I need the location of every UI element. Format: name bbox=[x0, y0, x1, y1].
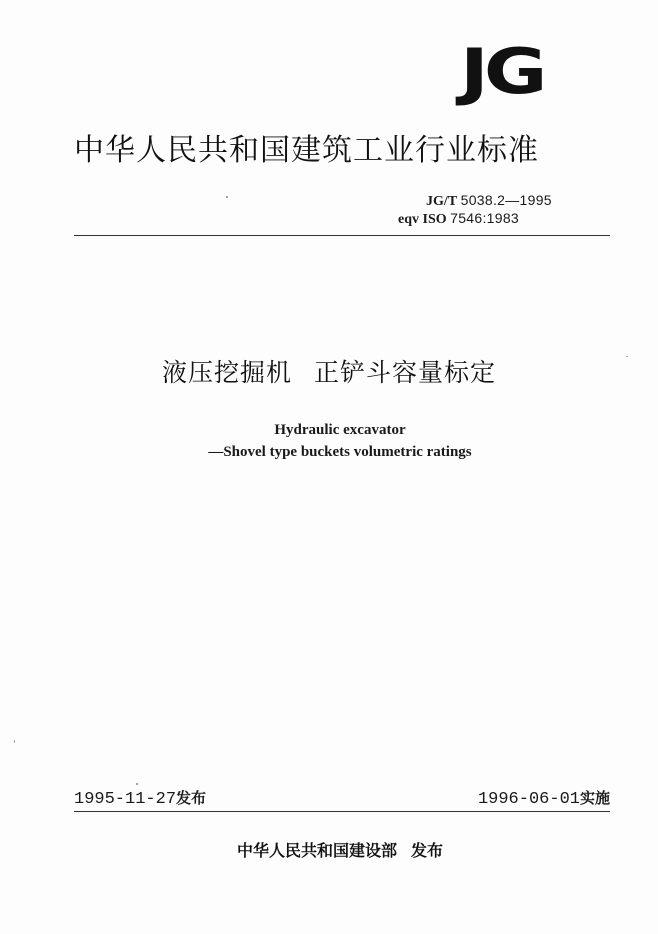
scan-speck bbox=[136, 783, 138, 785]
standard-number-prefix: JG/T bbox=[426, 194, 458, 209]
english-title bbox=[0, 419, 658, 463]
scan-speck bbox=[14, 740, 15, 743]
equivalent-standard-value: 7546:1983 bbox=[450, 210, 520, 226]
date-row bbox=[74, 786, 610, 810]
standard-number bbox=[398, 192, 552, 210]
scan-speck bbox=[626, 356, 628, 357]
effective-date bbox=[478, 786, 610, 812]
chinese-title bbox=[0, 357, 658, 389]
effective-date-label: 实施 bbox=[579, 789, 610, 807]
equivalent-standard bbox=[398, 210, 552, 228]
standard-number-value: 5038.2—1995 bbox=[460, 192, 552, 208]
publisher-action: 发布 bbox=[411, 841, 444, 860]
jg-logo: JG bbox=[460, 35, 543, 108]
english-title-line2: —Shovel type buckets volumetric ratings bbox=[208, 444, 472, 460]
chinese-title-part1: 液压挖掘机 bbox=[161, 358, 292, 387]
issue-date-label: 发布 bbox=[176, 789, 207, 807]
standard-category-title: 中华人民共和国建筑工业行业标准 bbox=[74, 133, 539, 168]
english-title-line1: Hydraulic excavator bbox=[274, 422, 406, 438]
issue-date-value: 1995-11-27 bbox=[74, 790, 177, 809]
header-divider bbox=[74, 235, 610, 236]
issue-date bbox=[74, 786, 206, 812]
chinese-title-part2: 正铲斗容量标定 bbox=[314, 358, 497, 387]
publisher bbox=[0, 840, 658, 862]
scan-speck bbox=[226, 196, 228, 198]
effective-date-value: 1996-06-01 bbox=[477, 790, 580, 809]
standard-codes bbox=[398, 192, 552, 228]
footer-divider bbox=[74, 811, 610, 812]
equivalent-standard-prefix: eqv ISO bbox=[398, 212, 447, 227]
publisher-name: 中华人民共和国建设部 bbox=[236, 841, 397, 860]
